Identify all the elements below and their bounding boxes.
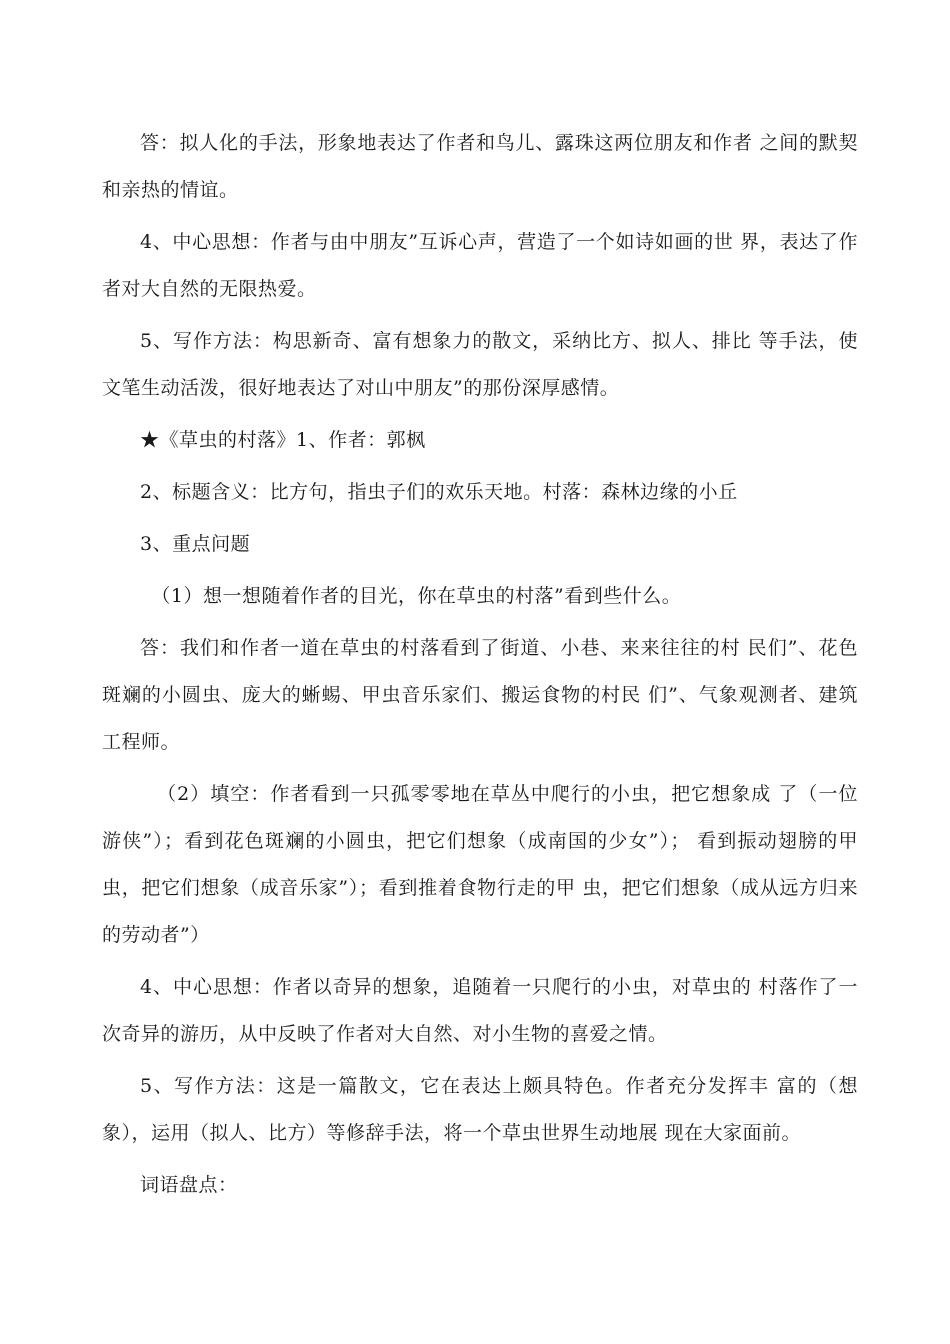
title-meaning-paragraph: 2、标题含义：比方句，指虫子们的欢乐天地。村落：森林边缘的小丘 xyxy=(140,481,738,503)
answer-paragraph-friendship: 答：拟人化的手法，形象地表达了作者和鸟儿、露珠这两位朋友和作者 之间的默契和亲热的情谊。 xyxy=(102,132,858,201)
central-idea-paragraph-1: 4、中心思想：作者与由中朋友”互诉心声，营造了一个如诗如画的世 界，表达了作者对大自然的无限热爱。 xyxy=(102,231,858,300)
question-1-paragraph: （1）想一想随着作者的目光，你在草虫的村落”看到些什么。 xyxy=(151,585,682,607)
section-heading-grass-insect-village: ★《草虫的村落》1、作者：郭枫 xyxy=(140,429,426,451)
writing-method-paragraph-2: 5、写作方法：这是一篇散文，它在表达上颇具特色。作者充分发挥丰 富的（想象），运用（拟人、比方）等修辞手法，将一个草虫世界生动地展 现在大家面前。 xyxy=(102,1075,858,1144)
answer-paragraph-village: 答：我们和作者一道在草虫的村落看到了街道、小巷、来来往往的村 民们”、花色斑斓的小圆虫、庞大的蜥蜴、甲虫音乐家们、搬运食物的村民 们”、气象观测者、建筑工程师。 xyxy=(102,637,858,753)
question-2-fill-blank-paragraph: （2）填空：作者看到一只孤零零地在草丛中爬行的小虫，把它想象成 了（一位游侠”）；看到花色斑斓的小圆虫，把它们想象（成南国的少女”）； 看到振动翅膀的甲虫，把它们想象（成音乐家”）；看到推着食物行走的甲 虫，把它们想象（成从远方归来的劳动者”） xyxy=(102,783,858,946)
vocabulary-review-heading: 词语盘点： xyxy=(140,1174,238,1196)
key-questions-heading: 3、重点问题 xyxy=(140,533,251,555)
central-idea-paragraph-2: 4、中心思想：作者以奇异的想象，追随着一只爬行的小虫，对草虫的 村落作了一次奇异的游历，从中反映了作者对大自然、对小生物的喜爱之情。 xyxy=(102,976,858,1045)
document-body xyxy=(102,120,858,1214)
writing-method-paragraph-1: 5、写作方法：构思新奇、富有想象力的散文，采纳比方、拟人、排比 等手法，使文笔生动活泼，很好地表达了对山中朋友”的那份深厚感情。 xyxy=(102,330,858,399)
